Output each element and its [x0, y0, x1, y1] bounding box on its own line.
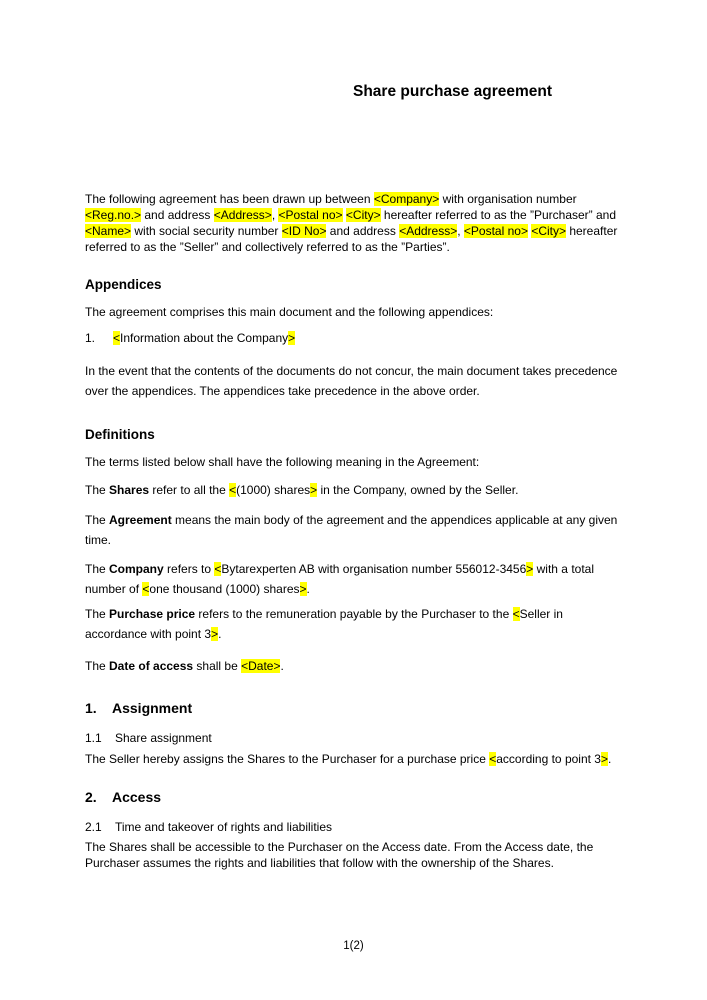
subsection-heading-time-takeover [85, 819, 622, 835]
text-run: Information about the Company [120, 331, 289, 346]
highlighted-placeholder: > [600, 752, 608, 767]
section-title: Access [112, 789, 162, 806]
highlighted-placeholder: <Postal no> [463, 224, 528, 238]
text-run: (1000) shares [236, 483, 311, 498]
section-heading-assignment [85, 699, 622, 717]
page-number: 1(2) [343, 940, 364, 952]
text-run: in the Company, owned by the Seller. [317, 483, 519, 498]
text-run: The Seller hereby assigns the Shares to the Purchaser for a purchase price [85, 752, 490, 767]
intro-paragraph [85, 191, 622, 255]
text-run: according to point 3 [496, 752, 601, 767]
highlighted-placeholder: <Postal no> [278, 208, 343, 222]
text-run: hereafter referred to as the ”Seller” and collectively referred to as the ”Parties”. [85, 224, 618, 254]
bold-term: Company [109, 562, 164, 577]
text-run: The [85, 607, 110, 622]
document-title: Share purchase agreement [353, 83, 553, 100]
text-run: with organisation number [439, 192, 577, 206]
text-run: The following agreement has been drawn up between [85, 192, 374, 206]
text-run: Bytarexperten AB with organisation number 556012-3456 [221, 562, 527, 577]
access-body-paragraph [85, 839, 622, 871]
text-run: . [306, 582, 310, 597]
assignment-body-paragraph [85, 751, 622, 767]
text-run: one thousand (1000) shares [149, 582, 300, 597]
definition-shares [85, 480, 622, 500]
appendix-item-text [113, 330, 295, 346]
text-run: with a total number of [85, 562, 594, 597]
text-run: Seller in accordance with point 3 [85, 607, 563, 642]
definition-date-of-access [85, 656, 622, 676]
text-run: . [608, 752, 612, 767]
highlighted-placeholder: < [214, 562, 222, 577]
highlighted-placeholder: <Reg.no.> [85, 208, 142, 222]
appendices-lead: The agreement comprises this main document and the following appendices: [85, 305, 494, 320]
text-run: The [85, 659, 110, 674]
highlighted-placeholder: < [113, 331, 121, 346]
bold-term: Shares [109, 483, 150, 498]
text-run: and address [326, 224, 400, 238]
text-run: hereafter referred to as the ”Purchaser” and [380, 208, 617, 222]
highlighted-placeholder: <Name> [85, 224, 132, 238]
highlighted-placeholder: > [288, 331, 296, 346]
subsection-title: Time and takeover of rights and liabilities [115, 820, 332, 835]
highlighted-placeholder: < [489, 752, 497, 767]
bold-term: Date of access [109, 659, 194, 674]
highlighted-placeholder: > [211, 627, 219, 642]
subsection-title: Share assignment [115, 731, 212, 746]
text-run: , [271, 208, 279, 222]
highlighted-placeholder: <Address> [213, 208, 272, 222]
definitions-heading: Definitions [85, 427, 155, 443]
definitions-lead: The terms listed below shall have the following meaning in the Agreement: [85, 455, 480, 470]
highlighted-placeholder: <Address> [399, 224, 458, 238]
text-run: with social security number [131, 224, 282, 238]
highlighted-placeholder: <ID No> [281, 224, 327, 238]
text-run: The [85, 562, 110, 577]
text-run: The [85, 483, 110, 498]
definition-agreement [85, 510, 622, 550]
subsection-number: 2.1 [85, 820, 102, 835]
highlighted-placeholder: < [142, 582, 150, 597]
text-run: refer to all the [149, 483, 230, 498]
text-run: , [457, 224, 464, 238]
highlighted-placeholder: <Date> [241, 659, 281, 674]
text-run: refers to [163, 562, 215, 577]
text-run: . [280, 659, 284, 674]
highlighted-placeholder: <City> [531, 224, 566, 238]
section-title: Assignment [112, 700, 193, 717]
text-run: . [218, 627, 222, 642]
appendix-list-item [85, 330, 622, 346]
appendices-heading: Appendices [85, 277, 162, 292]
definition-company [85, 559, 622, 599]
subsection-heading-share-assignment [85, 730, 622, 746]
section-number: 2. [85, 789, 97, 806]
highlighted-placeholder: <City> [345, 208, 381, 222]
highlighted-placeholder: > [299, 582, 307, 597]
text-run: The [85, 513, 110, 528]
text-run: The Shares shall be accessible to the Purchaser on the Access date. From the Access date, the Purchaser assumes the rights and liabilities that follow with the ownership of the Shares. [85, 840, 594, 871]
text-run: refers to the remuneration payable by the Purchaser to the [195, 607, 513, 622]
document-content [85, 0, 622, 871]
bold-term: Agreement [109, 513, 172, 528]
text-run: means the main body of the agreement and the appendices applicable at any given time. [85, 513, 618, 548]
definition-purchase-price [85, 604, 622, 644]
highlighted-placeholder: < [512, 607, 520, 622]
highlighted-placeholder: <Company> [373, 192, 440, 206]
text-run: and address [141, 208, 214, 222]
highlighted-placeholder: > [526, 562, 534, 577]
text-run: shall be [193, 659, 242, 674]
section-number: 1. [85, 700, 97, 717]
highlighted-placeholder: < [229, 483, 237, 498]
appendix-item-number: 1. [85, 331, 96, 346]
subsection-number: 1.1 [85, 731, 102, 746]
section-heading-access [85, 788, 622, 806]
appendices-note: In the event that the contents of the documents do not concur, the main document takes precedence over the appendices. The appendices take precedence in the above order. [85, 364, 618, 399]
bold-term: Purchase price [109, 607, 196, 622]
highlighted-placeholder: > [310, 483, 318, 498]
